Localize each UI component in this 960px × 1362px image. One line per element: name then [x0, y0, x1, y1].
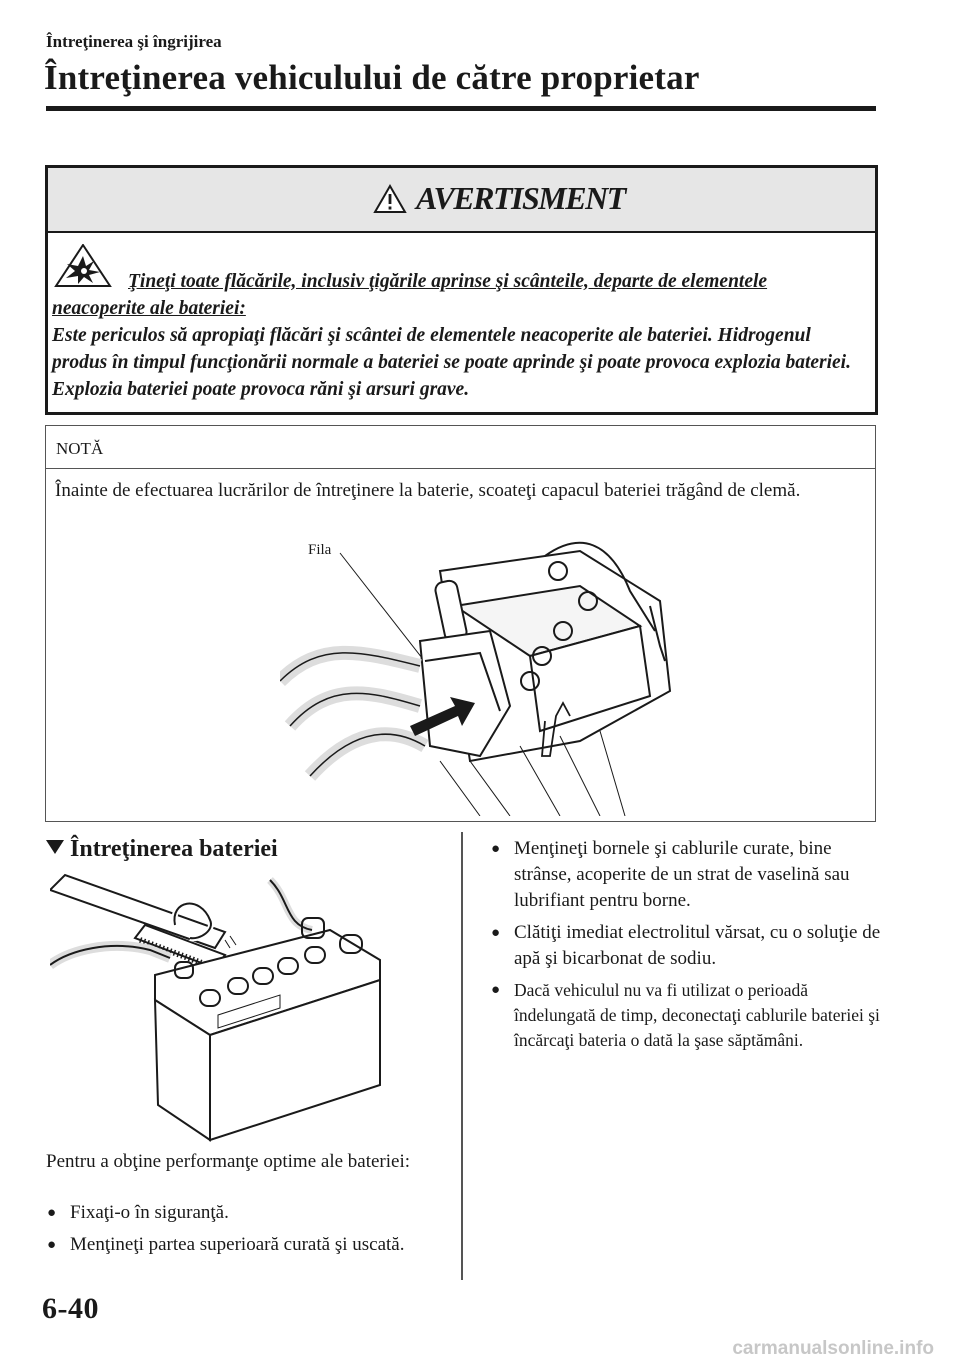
list-item: ● Menţineţi partea superioară curată şi uscată. — [46, 1232, 436, 1258]
bullet-dot: ● — [491, 925, 501, 941]
section-triangle-icon — [46, 840, 64, 854]
column-divider — [461, 832, 463, 1280]
warning-subject-line-2: neacoperite ale bateriei: — [52, 298, 246, 319]
note-header — [46, 426, 875, 469]
warning-subject-line-1: Ţineţi toate flăcările, inclusiv ţigările aprinse şi scânteile, departe de elementele — [128, 271, 768, 292]
figure-label-fila: Fila — [308, 542, 332, 558]
warning-box — [45, 165, 878, 415]
left-bullet-list — [46, 1200, 436, 1264]
note-box — [45, 425, 876, 822]
section-label: Întreţinerea şi îngrijirea — [46, 32, 222, 51]
bullet-dot: ● — [47, 1205, 57, 1221]
warning-header — [48, 168, 875, 233]
bullet-dot: ● — [47, 1237, 57, 1253]
warning-body — [52, 244, 868, 403]
list-item: ● Clătiţi imediat electrolitul vărsat, cu o soluţie de apă şi bicarbonat de sodiu. — [491, 922, 881, 969]
maintenance-intro: Pentru a obţine performanţe optime ale bateriei: — [46, 1151, 411, 1172]
list-item: ● Menţineţi bornele şi cablurile curate, bine strânse, acoperite de un strat de vaselină sau lubrifiant pentru borne. — [491, 838, 850, 911]
page-title: Întreţinerea vehiculului de către proprietar — [44, 58, 700, 97]
note-heading: NOTĂ — [56, 439, 104, 458]
section-heading-text: Întreţinerea bateriei — [70, 836, 278, 862]
battery-cleaning-illustration — [50, 870, 430, 1145]
title-rule — [46, 106, 876, 111]
bullet-dot: ● — [491, 841, 501, 857]
bullet-dot: ● — [491, 982, 501, 998]
page-number: 6-40 — [42, 1292, 99, 1325]
watermark: carmanualsonline.info — [732, 1338, 934, 1359]
warning-text: Este periculos să apropiaţi flăcări şi scântei de elementele neacoperite ale bateriei. Hidrogenul produs în timpul funcţionării normale a bateriei se poate aprinde şi poate provoca explozia bateriei. Explozia bateriei poate provoca răni şi arsuri grave. — [52, 325, 851, 400]
warning-heading: AVERTISMENT — [416, 180, 625, 216]
note-text: Înainte de efectuarea lucrărilor de întreţinere la baterie, scoateţi capacul bateriei trăgând de clemă. — [55, 480, 801, 501]
battery-cover-illustration — [280, 531, 690, 816]
list-item: ● Fixaţi-o în siguranţă. — [46, 1200, 436, 1226]
list-item: ● Dacă vehiculul nu va fi utilizat o perioadă îndelungată de timp, deconectaţi cablurile bateriei şi încărcaţi bateria o dată la şase săptămâni. — [491, 980, 880, 1050]
right-bullet-list — [490, 836, 885, 1059]
section-heading-battery-maintenance — [46, 836, 278, 863]
warning-triangle-icon — [373, 184, 407, 214]
